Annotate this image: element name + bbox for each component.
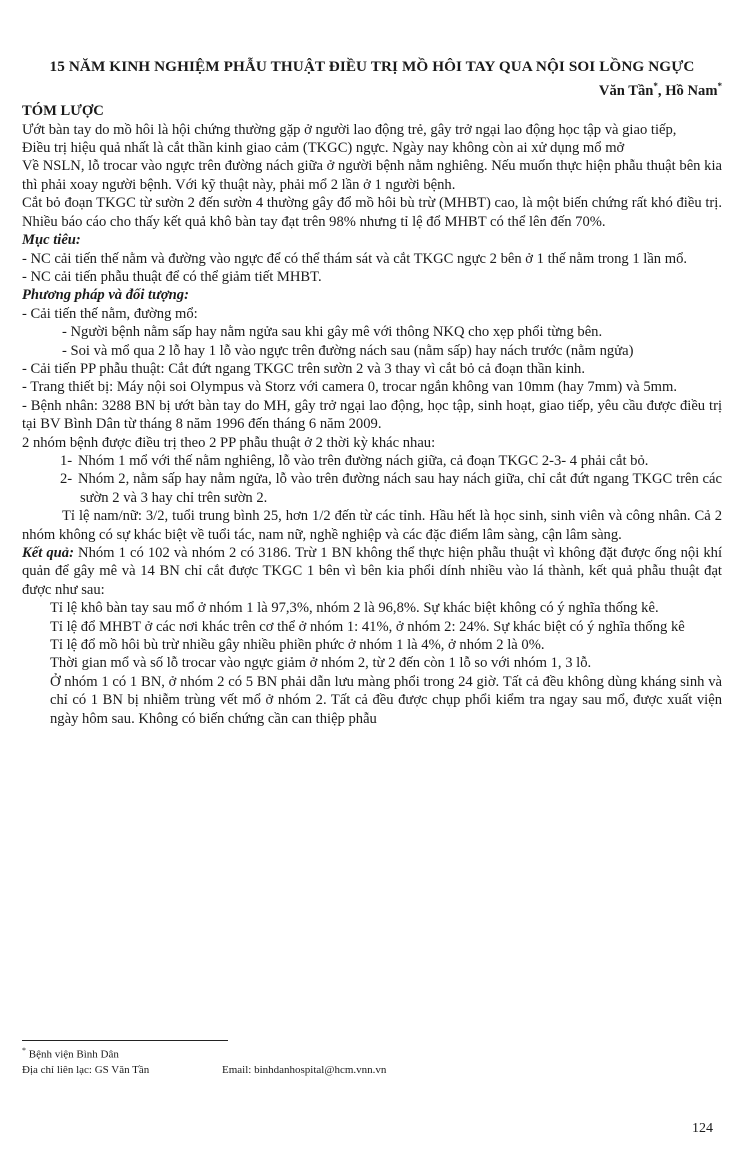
methods-position-item: - Soi và mổ qua 2 lỗ hay 1 lỗ vào ngực trên đường nách sau (nằm sấp) hay nách trước (nằm ngửa) xyxy=(62,342,634,359)
author-line: Văn Tần*, Hồ Nam* xyxy=(598,81,722,99)
group-number: 2- xyxy=(60,471,73,488)
results-paragraph xyxy=(22,544,722,599)
group-item xyxy=(22,470,722,507)
methods-position-heading: - Cải tiến thế nằm, đường mổ: xyxy=(22,305,198,322)
article-page xyxy=(22,58,722,728)
group-item xyxy=(22,452,722,470)
footnote-contact: Địa chỉ liên lạc: GS Văn Tần xyxy=(22,1063,150,1076)
methods-technique: - Cải tiến PP phẫu thuật: Cắt đứt ngang TKGC trên sườn 2 và 3 thay vì cắt bỏ cả đoạn thần kinh. xyxy=(22,360,586,377)
result-item: Ở nhóm 1 có 1 BN, ở nhóm 2 có 5 BN phải dẫn lưu màng phổi trong 24 giờ. Tất cả đều không dùng kháng sinh và chỉ có 1 BN bị nhiễm trùng vết mổ ở nhóm 2. Tất cả đều được chụp phổi kiểm tra ngay sau mổ, được xuất viện ngày hôm sau. Không có biến chứng cần can thiệp phẫu xyxy=(50,673,722,727)
methods-position-item: - Người bệnh nằm sấp hay nằm ngửa sau khi gây mê với thông NKQ cho xẹp phổi từng bên. xyxy=(62,324,603,341)
objectives-heading: Mục tiêu: xyxy=(22,232,81,249)
result-item: Tỉ lệ đổ mồ hôi bù trừ nhiều gây nhiều phiền phức ở nhóm 1 là 4%, ở nhóm 2 là 0%. xyxy=(50,637,545,654)
demographics-paragraph: Tỉ lệ nam/nữ: 3/2, tuổi trung bình 25, hơn 1/2 đến từ các tỉnh. Hầu hết là học sinh, sinh viên và công nhân. Cả 2 nhóm không có sự khác biệt về tuổi tác, nam nữ, nghề nghiệp và các đặc điểm lâm sàng, cận lâm sàng. xyxy=(22,508,722,543)
objective-item: - NC cải tiến phẫu thuật để có thể giảm tiết MHBT. xyxy=(22,268,322,285)
author-name: Văn Tần xyxy=(598,82,654,99)
page-number: 124 xyxy=(692,1121,713,1136)
abstract-heading: TÓM LƯỢC xyxy=(22,103,104,120)
footnote-email: Email: binhdanhospital@hcm.vnn.vn xyxy=(222,1063,387,1076)
group-number: 1- xyxy=(60,452,73,469)
methods-patients: - Bệnh nhân: 3288 BN bị ướt bàn tay do MH, gây trở ngại lao động, học tập, sinh hoạt, giao tiếp, yêu cầu được điều trị tại BV Bình Dân từ tháng 8 năm 1996 đến tháng 6 năm 2009. xyxy=(22,397,722,433)
methods-groups-intro: 2 nhóm bệnh được điều trị theo 2 PP phẫu thuật ở 2 thời kỳ khác nhau: xyxy=(22,434,436,451)
footnote-affiliation: Bệnh viện Bình Dân xyxy=(28,1048,119,1061)
author-name: Hồ Nam xyxy=(665,82,718,99)
result-item: Thời gian mổ và số lỗ trocar vào ngực giảm ở nhóm 2, từ 2 đến còn 1 lỗ so với nhóm 1, 3 lỗ. xyxy=(50,655,592,672)
methods-heading: Phương pháp và đối tượng: xyxy=(22,287,189,304)
group-text: Nhóm 1 mổ với thế nằm nghiêng, lỗ vào trên đường nách giữa, cả đoạn TKGC 2-3- 4 phải cắt bỏ. xyxy=(78,452,649,469)
intro-paragraph: Về NSLN, lỗ trocar vào ngực trên đường nách giữa ở người bệnh nằm nghiêng. Nếu muốn thực hiện phẫu thuật bên kia thì phải xoay người bệnh. Với kỹ thuật này, phải mổ 2 lần ở 1 người bệnh. xyxy=(22,158,722,193)
intro-paragraph: Ướt bàn tay do mồ hôi là hội chứng thường gặp ở người lao động trẻ, gây trở ngại lao động học tập và giao tiếp, xyxy=(22,121,677,138)
footnote xyxy=(22,1043,462,1078)
result-item: Tỉ lệ khô bàn tay sau mổ ở nhóm 1 là 97,3%, nhóm 2 là 96,8%. Sự khác biệt không có ý nghĩa thống kê. xyxy=(50,600,659,617)
result-item: Tỉ lệ đổ MHBT ở các nơi khác trên cơ thể ở nhóm 1: 41%, ở nhóm 2: 24%. Sự khác biệt có ý nghĩa thống kê xyxy=(50,618,685,635)
intro-paragraph: Điều trị hiệu quả nhất là cắt thần kinh giao cảm (TKGC) ngực. Ngày nay không còn ai xử dụng mổ mở xyxy=(22,140,625,157)
objective-item: - NC cải tiến thế nằm và đường vào ngực để có thể thám sát và cắt TKGC ngực 2 bên ở 1 thế nằm trong 1 lần mổ. xyxy=(22,250,688,267)
footnote-divider xyxy=(22,1040,228,1041)
footnote-mark: * xyxy=(22,1046,26,1055)
results-heading: Kết quả: xyxy=(22,545,74,562)
group-text: Nhóm 2, nằm sấp hay nằm ngửa, lỗ vào trên đường nách sau hay nách giữa, chỉ cắt đứt ngang TKGC trên các sườn 2 và 3 hay chỉ trên sườn 2. xyxy=(78,471,722,506)
author-mark: * xyxy=(653,81,658,91)
article-title: 15 NĂM KINH NGHIỆM PHẪU THUẬT ĐIỀU TRỊ MỒ HÔI TAY QUA NỘI SOI LỒNG NGỰC xyxy=(49,58,695,75)
methods-equipment: - Trang thiết bị: Máy nội soi Olympus và Storz với camera 0, trocar ngắn không van 10mm (hay 7mm) và 5mm. xyxy=(22,379,678,396)
author-mark: * xyxy=(717,81,722,91)
results-lead: Nhóm 1 có 102 và nhóm 2 có 3186. Trừ 1 BN không thể thực hiện phẫu thuật vì không đặt được ống nội khí quản để gây mê và 14 BN chỉ cắt được TKGC 1 bên vì bên kia phổi dính nhiều vào lá thành, kết quả phẫu thuật đạt được như sau: xyxy=(22,545,723,598)
intro-paragraph: Cắt bỏ đoạn TKGC từ sườn 2 đến sườn 4 thường gây đổ mồ hôi bù trừ (MHBT) cao, là một biến chứng rất khó điều trị. Nhiều báo cáo cho thấy kết quả khô bàn tay đạt trên 98% nhưng tỉ lệ đổ MHBT có thể lên đến 70%. xyxy=(22,195,722,230)
